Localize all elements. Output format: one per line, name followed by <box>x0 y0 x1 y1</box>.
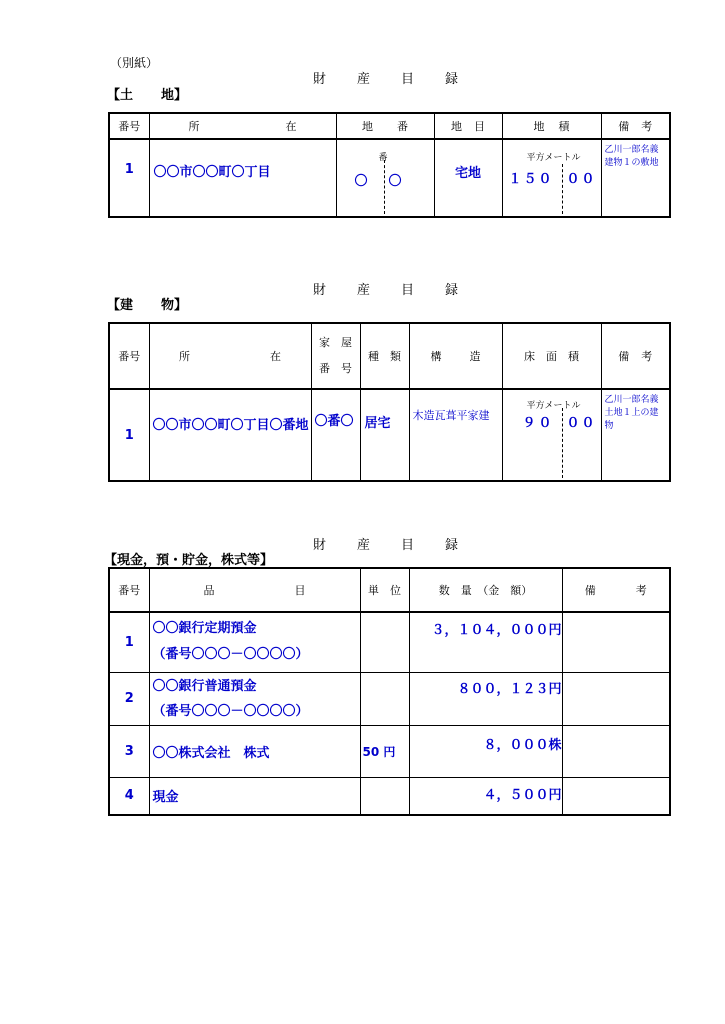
land-section-label <box>107 84 187 103</box>
asset-remarks <box>562 612 670 672</box>
header-text: 地 <box>451 120 462 133</box>
header-text: 地 <box>533 120 545 133</box>
header-qty: 数 量 （金 額） <box>409 568 562 612</box>
asset-remarks <box>562 672 670 725</box>
area-dec: ００ <box>566 416 597 431</box>
title-char: 財 <box>313 283 327 298</box>
building-section-label <box>107 294 187 313</box>
header-text: 在 <box>285 120 297 133</box>
header-text: 目 <box>474 120 485 133</box>
building-structure: 木造瓦葺平家建 <box>409 389 502 481</box>
assets-table <box>108 567 671 816</box>
asset-no: 2 <box>109 672 149 725</box>
asset-unit <box>360 612 409 672</box>
header-text: 構 <box>430 350 442 363</box>
land-lot-cell <box>336 139 434 217</box>
building-label-b: 物】 <box>161 298 188 313</box>
header-item <box>149 568 360 612</box>
header-remarks <box>601 113 670 139</box>
area-divider <box>562 408 563 478</box>
header-text: 所 <box>179 350 190 363</box>
asset-no: 3 <box>109 725 149 777</box>
land-row-no: 1 <box>109 139 149 217</box>
building-remarks: 乙川一郎名義土地１上の建物 <box>601 389 670 481</box>
title-char: 目 <box>401 538 415 553</box>
title-char: 財 <box>313 72 327 87</box>
lot-small-label: 番 <box>378 153 388 163</box>
land-table <box>108 112 671 218</box>
land-row <box>109 139 670 217</box>
header-text: 考 <box>635 584 647 597</box>
building-table <box>108 322 671 482</box>
land-label-b: 地】 <box>161 88 188 103</box>
header-structure <box>409 323 502 389</box>
asset-unit <box>360 672 409 725</box>
building-header-row <box>109 323 670 389</box>
asset-item-sub: （番号〇〇〇－〇〇〇〇） <box>152 647 309 663</box>
header-text: 備 <box>618 120 630 133</box>
header-kind: 種 類 <box>360 323 409 389</box>
building-label-a: 【建 <box>107 298 134 313</box>
attachment-label: （別紙） <box>110 56 159 70</box>
asset-row <box>109 612 670 672</box>
header-location <box>149 113 336 139</box>
lot-right: 〇 <box>388 174 402 189</box>
asset-remarks <box>562 725 670 777</box>
header-area <box>502 113 601 139</box>
header-text: 目 <box>294 584 306 597</box>
header-text: 番 <box>397 120 408 133</box>
land-remarks: 乙川一郎名義建物１の敷地 <box>601 139 670 217</box>
header-text: 地 <box>362 120 373 133</box>
area-int: ９０ <box>522 416 555 431</box>
assets-title <box>313 534 458 553</box>
land-area-cell <box>502 139 601 217</box>
asset-item-name: 現金 <box>152 790 179 806</box>
area-int: １５０ <box>508 172 554 187</box>
header-text: 備 <box>584 584 596 597</box>
title-char: 録 <box>445 283 459 298</box>
building-location: 〇〇市〇〇町〇丁目〇番地 <box>149 389 311 481</box>
asset-item-name: 〇〇株式会社 株式 <box>152 745 270 761</box>
area-divider <box>562 164 563 214</box>
asset-amount: ４，５００円 <box>409 777 562 815</box>
header-location <box>149 323 311 389</box>
asset-remarks <box>562 777 670 815</box>
asset-no: 1 <box>109 612 149 672</box>
land-header-row <box>109 113 670 139</box>
header-text: 家 屋 <box>319 336 352 349</box>
land-category: 宅地 <box>434 139 502 217</box>
area-unit: 平方メートル <box>526 153 581 163</box>
asset-amount: ８，０００株 <box>409 725 562 777</box>
header-text: 考 <box>641 120 653 133</box>
title-char: 目 <box>401 283 415 298</box>
asset-item <box>149 672 360 725</box>
header-lot <box>336 113 434 139</box>
header-unit: 単 位 <box>360 568 409 612</box>
header-text: 番 号 <box>319 362 352 375</box>
header-text: 考 <box>641 350 653 363</box>
header-house-no <box>311 323 360 389</box>
title-char: 産 <box>357 72 371 87</box>
header-text: 所 <box>188 120 200 133</box>
lot-divider <box>384 160 385 214</box>
building-row <box>109 389 670 481</box>
header-remarks <box>562 568 670 612</box>
header-floor-area: 床 面 積 <box>502 323 601 389</box>
land-label-a: 【土 <box>107 88 134 103</box>
asset-unit <box>360 777 409 815</box>
title-char: 録 <box>445 72 459 87</box>
title-char: 目 <box>401 72 415 87</box>
asset-row <box>109 672 670 725</box>
building-title <box>313 279 458 298</box>
building-house-no: 〇番〇 <box>311 389 360 481</box>
assets-header-row <box>109 568 670 612</box>
building-area-cell <box>502 389 601 481</box>
assets-section-label: 【現金，預・貯金，株式等】 <box>104 553 274 568</box>
asset-unit: 50 円 <box>360 725 409 777</box>
header-no: 番号 <box>109 568 149 612</box>
header-remarks <box>601 323 670 389</box>
header-no: 番号 <box>109 323 149 389</box>
area-unit: 平方メートル <box>526 401 581 411</box>
asset-amount: ３，１０４，０００円 <box>409 612 562 672</box>
header-text: 品 <box>203 584 215 597</box>
asset-item <box>149 612 360 672</box>
asset-item-name: 〇〇銀行普通預金 <box>152 678 257 694</box>
header-text: 備 <box>618 350 630 363</box>
land-location: 〇〇市〇〇町〇丁目 <box>149 139 336 217</box>
area-dec: ００ <box>566 172 597 187</box>
header-text: 積 <box>558 120 570 133</box>
land-title <box>313 68 458 87</box>
lot-left: 〇 <box>354 174 368 189</box>
asset-item-sub: （番号〇〇〇－〇〇〇〇） <box>152 703 309 719</box>
title-char: 録 <box>445 538 459 553</box>
building-kind: 居宅 <box>360 389 409 481</box>
asset-row <box>109 777 670 815</box>
asset-item <box>149 725 360 777</box>
asset-item-name: 〇〇銀行定期預金 <box>152 621 257 637</box>
asset-no: 4 <box>109 777 149 815</box>
building-row-no: 1 <box>109 389 149 481</box>
header-category <box>434 113 502 139</box>
header-text: 造 <box>469 350 481 363</box>
asset-item <box>149 777 360 815</box>
title-char: 財 <box>313 538 327 553</box>
title-char: 産 <box>357 283 371 298</box>
title-char: 産 <box>357 538 371 553</box>
asset-row <box>109 725 670 777</box>
header-text: 在 <box>270 350 281 363</box>
header-no: 番号 <box>109 113 149 139</box>
asset-amount: ８００，１２３円 <box>409 672 562 725</box>
